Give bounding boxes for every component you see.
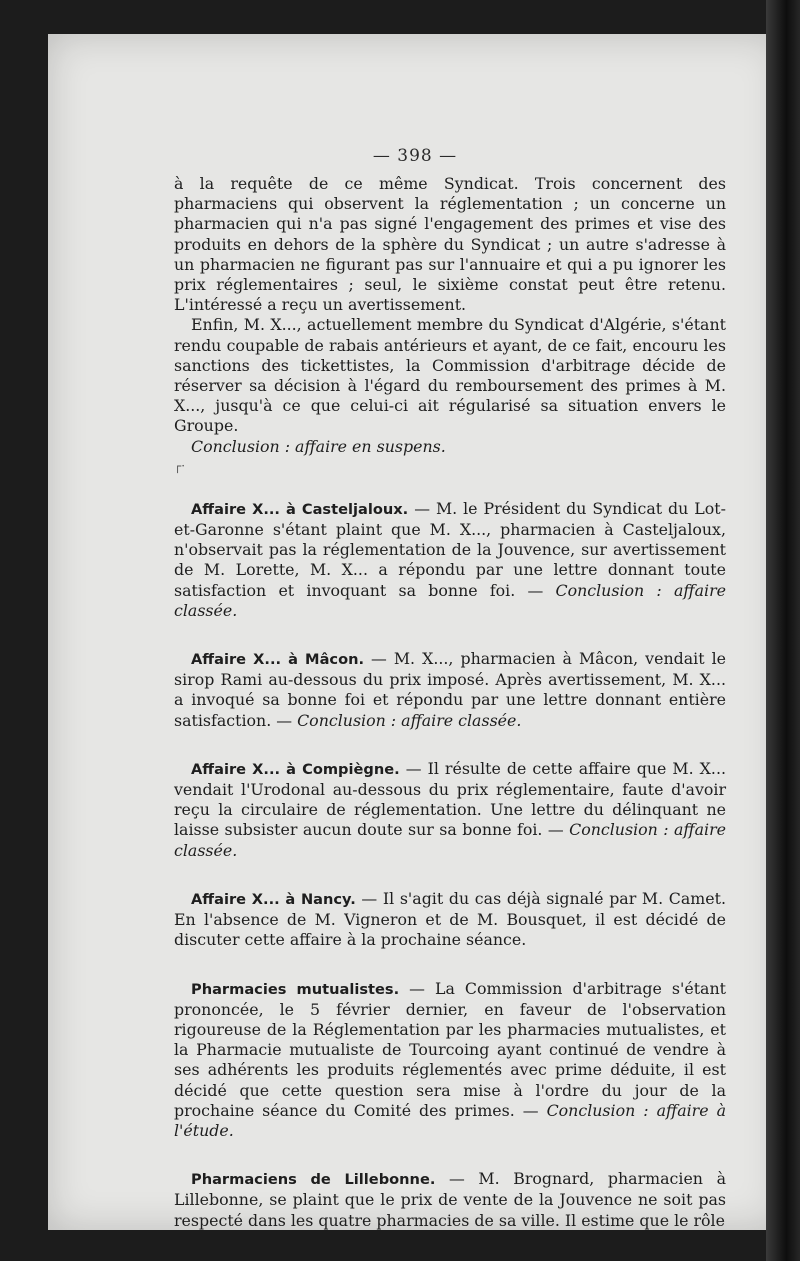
section-casteljaloux (174, 499, 726, 621)
section-conclusion: Conclusion : affaire à l'étude. (174, 1100, 726, 1140)
page-number: — 398 — (372, 146, 458, 166)
section-macon (174, 649, 726, 731)
paragraph-algerie: Enfin, M. X..., actuellement membre du Syndicat d'Algérie, s'étant rendu coupable de rabais antérieurs et ayant, de ce fait, encouru les sanctions des tickettistes, la Commission d'arbitrage décide de réserver sa décision à l'égard du remboursement des primes à M. X..., jusqu'à ce que celui-ci ait régularisé sa situation envers le Groupe. (174, 315, 726, 436)
paragraph-continuation: à la requête de ce même Syndicat. Trois concernent des pharmaciens qui observent la réglementation ; un concerne un pharmacien qui n'a pas signé l'engagement des primes et vise des produits en dehors de la sphère du Syndicat ; un autre s'adresse à un pharmacien ne figurant pas sur l'annuaire et qui a pu ignorer les prix réglementaires ; seul, le sixième constat peut être retenu. L'intéressé a reçu un avertissement. (174, 174, 726, 315)
section-heading: Affaire X... à Casteljaloux. (191, 500, 409, 518)
section-conclusion: Conclusion : affaire classée. (174, 580, 726, 620)
section-conclusion: Conclusion : affaire classée. (297, 710, 522, 730)
book-binding-edge (766, 0, 800, 1261)
section-nancy (174, 889, 726, 951)
section-text: — M. Brognard, pharmacien à Lillebonne, se plaint que le prix de vente de la Jouvence ne soit pas respecté dans les quatre pharmacies de sa ville. Il estime que le rôle (174, 1169, 727, 1230)
section-heading: Pharmaciens de Lillebonne. (191, 1171, 436, 1189)
section-text: — M. le Président du Syndicat du Lot-et-Garonne s'étant plaint que M. X..., pharmacien à Casteljaloux, n'observait pas la réglementation de la Jouvence, sur avertissement de M. Lorette, M. X... a répondu par une lettre donnant toute satisfaction et invoquant sa bonne foi. — (174, 498, 726, 600)
section-text: — Il résulte de cette affaire que M. X... vendait l'Urodonal au-dessous du prix réglementaire, faute d'avoir reçu la circulaire de réglementation. Une lettre du délinquant ne laisse subsister aucun doute sur sa bonne foi. — (174, 758, 726, 840)
document-page (48, 34, 782, 1230)
section-pharmacies-mutualistes (174, 979, 726, 1142)
section-lillebonne (174, 1169, 726, 1231)
section-text: — M. X..., pharmacien à Mâcon, vendait le sirop Rami au-dessous du prix imposé. Après avertissement, M. X... a invoqué sa bonne foi et répondu par une lettre donnant entière satisfaction. — (174, 649, 726, 730)
section-conclusion: Conclusion : affaire classée. (174, 820, 726, 860)
pencil-mark: ┌· (174, 458, 186, 473)
section-heading: Affaire X... à Nancy. (191, 890, 356, 908)
section-heading: Affaire X... à Compiègne. (191, 760, 400, 778)
conclusion-suspens: Conclusion : affaire en suspens. (191, 436, 446, 456)
section-heading: Pharmacies mutualistes. (191, 980, 400, 998)
section-heading: Affaire X... à Mâcon. (191, 651, 365, 669)
body-text (174, 174, 726, 1231)
section-text: — La Commission d'arbitrage s'étant prononcée, le 5 février dernier, en faveur de l'observation rigoureuse de la Réglementation par les pharmacies mutualistes, et la Pharmacie mutualiste de Tourcoing ayant continué de vendre à ses adhérents les produits réglementés avec prime déduite, il est décidé que cette question sera mise à l'ordre du jour de la prochaine séance du Comité des primes. — (174, 978, 726, 1120)
section-compiegne (174, 759, 726, 861)
section-text: — Il s'agit du cas déjà signalé par M. Camet. En l'absence de M. Vigneron et de M. Bousquet, il est décidé de discuter cette affaire à la prochaine séance. (174, 888, 726, 950)
